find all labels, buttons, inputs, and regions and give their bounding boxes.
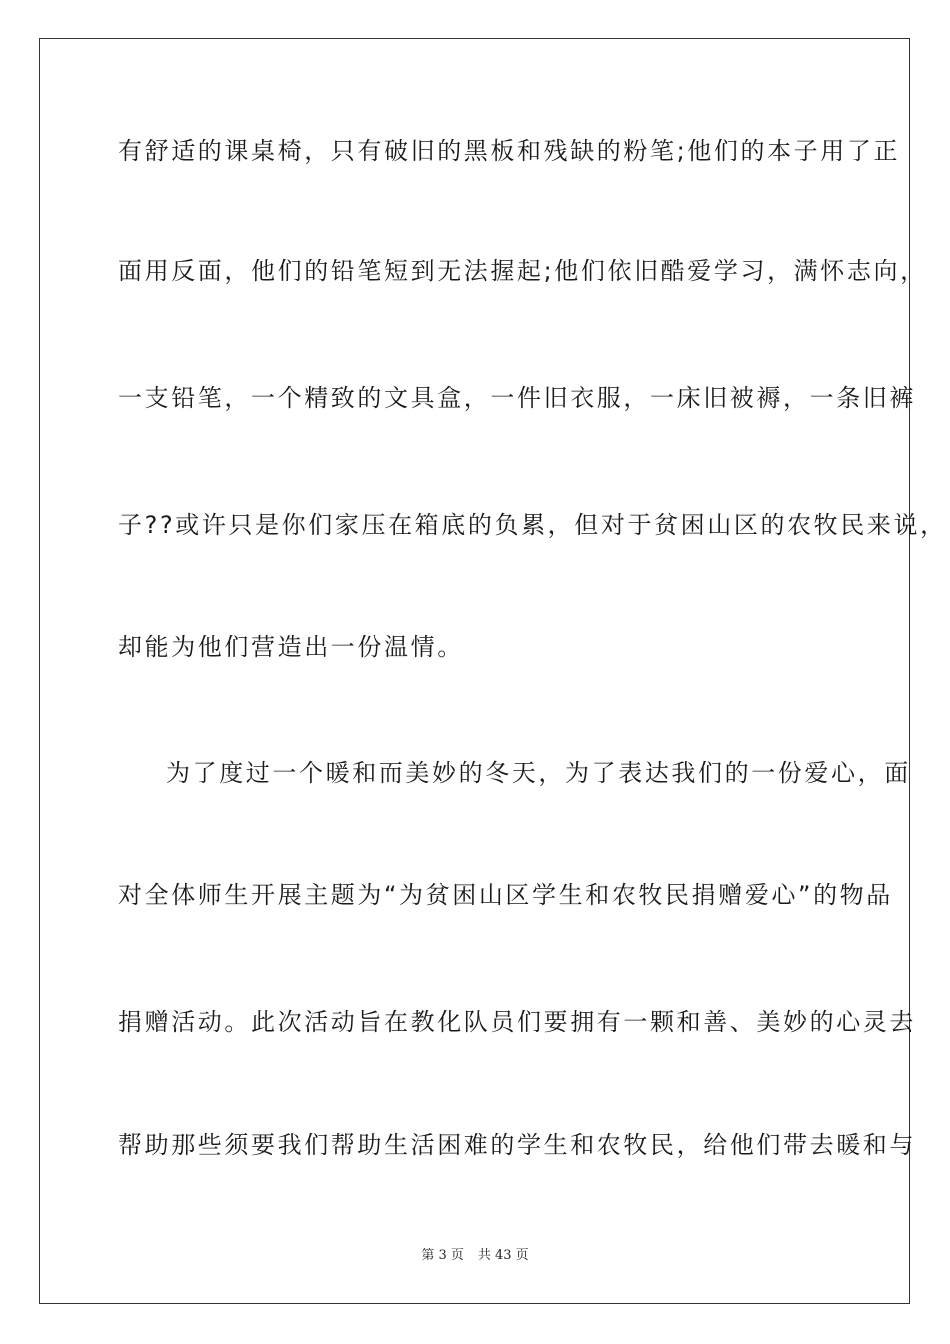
page-number: 第 3 页 bbox=[421, 1248, 464, 1263]
page-footer bbox=[0, 1247, 950, 1265]
page-total: 共 43 页 bbox=[477, 1248, 529, 1263]
text-line-2: 面用反面，他们的铅笔短到无法握起;他们依旧酷爱学习，满怀志向， bbox=[118, 257, 927, 285]
text-line-9: 帮助那些须要我们帮助生活困难的学生和农牧民，给他们带去暖和与 bbox=[118, 1131, 916, 1159]
page-border bbox=[39, 38, 947, 1304]
text-line-4: 子??或许只是你们家压在箱底的负累，但对于贫困山区的农牧民来说， bbox=[118, 511, 947, 539]
text-line-5: 却能为他们营造出一份温情。 bbox=[118, 633, 464, 661]
text-line-7: 对全体师生开展主题为“为贫困山区学生和农牧民捐赠爱心”的物品 bbox=[118, 881, 893, 909]
text-line-3: 一支铅笔，一个精致的文具盒，一件旧衣服，一床旧被褥，一条旧裤 bbox=[118, 384, 916, 412]
text-line-6: 为了度过一个暖和而美妙的冬天，为了表达我们的一份爱心，面 bbox=[166, 759, 911, 787]
text-line-8: 捐赠活动。此次活动旨在教化队员们要拥有一颗和善、美妙的心灵去 bbox=[118, 1008, 916, 1036]
text-line-1: 有舒适的课桌椅，只有破旧的黑板和残缺的粉笔;他们的本子用了正 bbox=[118, 137, 901, 165]
